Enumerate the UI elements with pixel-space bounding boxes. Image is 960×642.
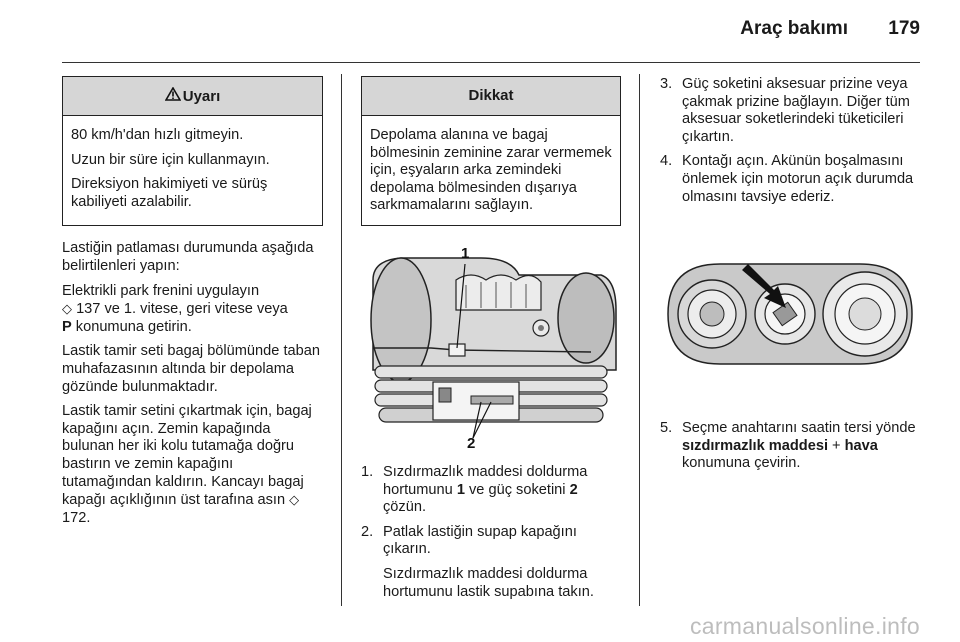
figure-label-1: 1 [461,244,470,262]
step-number: 1. [361,463,374,480]
warning-line: Direksiyon hakimiyeti ve sürüş kabiliyeti azalabilir. [71,176,268,210]
step-subtext: Sızdırmazlık maddesi doldurma hortumunu lastik supabına takın. [383,565,594,600]
step-number: 2. [361,523,374,540]
caution-box [361,76,621,226]
steps-list [660,420,922,473]
section-title: Araç bakımı [740,18,848,39]
cross-reference-icon: ◇ [62,301,72,317]
header-divider [62,62,920,63]
paragraph [62,283,323,337]
paragraph: Lastik tamir seti bagaj bölümünde taban muhafazasının altında bir depolama gözünde bulunmaktadır. [62,343,320,395]
warning-body [63,116,322,225]
paragraph-text: konumuna getirin. [71,318,192,335]
column-divider [341,74,342,606]
step-text: Kontağı açın. Akünün boşalmasını önlemek için motorun açık durumda olmasını tavsiye ederiz. [682,153,914,205]
caution-header: Dikkat [362,77,620,116]
list-item [660,76,922,146]
step-text: Seçme anahtarını saatin tersi yönde sızdırmazlık maddesi + hava konumuna çevirin. [682,420,916,472]
step-number: 5. [660,420,673,437]
paragraph-text: Lastik tamir setini çıkartmak için, bagaj kapağını açın. Zemin kapağında bulunan her iki kolu tutamağa doğru bastırın ve zemin kapağını tutamağından kaldırın. Kancayı bagaj kapağı açıklığının üst tarafına asın [62,403,312,509]
warning-line: Uzun bir süre için kullanmayın. [71,151,270,168]
warning-triangle-icon [165,77,181,115]
figure-label-2: 2 [467,434,476,450]
warning-box [62,76,323,226]
step-number: 4. [660,153,673,170]
step-text: Sızdırmazlık maddesi doldurma hortumunu 1 ve güç soketini 2 çözün. [383,463,588,516]
step-text: Patlak lastiğin supap kapağını çıkarın. Sızdırmazlık maddesi doldurma hortumunu lastik supabına takın. [383,524,621,608]
steps-list [660,76,922,206]
caution-text: Depolama alanına ve bagaj bölmesinin zeminine zarar vermemek için, eşyaların arka zemindeki depolama bölmesinden dışarıya sarkmamalarını sağlayın. [370,127,612,214]
middle-column [361,76,621,615]
watermark: carmanualsonline.info [689,613,920,639]
warning-title: Uyarı [182,88,221,105]
compressor-illustration [361,240,621,450]
cross-reference-icon: ◇ [289,492,300,508]
list-item [660,153,922,206]
steps-list [361,464,621,608]
selector-switch-illustration [660,220,920,408]
warning-header [63,77,322,116]
warning-line: 80 km/h'dan hızlı gitmeyin. [71,127,244,143]
list-item [660,420,922,473]
step-text: Güç soketini aksesuar prizine veya çakmak prizine bağlayın. Diğer tüm aksesuar soketlerindeki tüketicileri çıkartın. [682,76,910,145]
list-item [361,524,621,608]
cross-reference-link[interactable]: 137 ve 1. vitese, geri vitese veya [76,301,288,318]
left-column [62,76,323,534]
step-number: 3. [660,76,673,92]
caution-body [362,116,620,225]
list-item [361,464,621,517]
paragraph: Lastiğin patlaması durumunda aşağıda belirtilenleri yapın: [62,240,314,274]
cross-reference-link[interactable]: 172. [62,509,91,526]
paragraph [62,403,323,527]
column-divider [639,74,640,606]
paragraph-text: Elektrikli park frenini uygulayın [62,282,260,299]
right-column [660,76,922,480]
page-number: 179 [888,18,920,39]
gear-position: P [62,318,72,335]
